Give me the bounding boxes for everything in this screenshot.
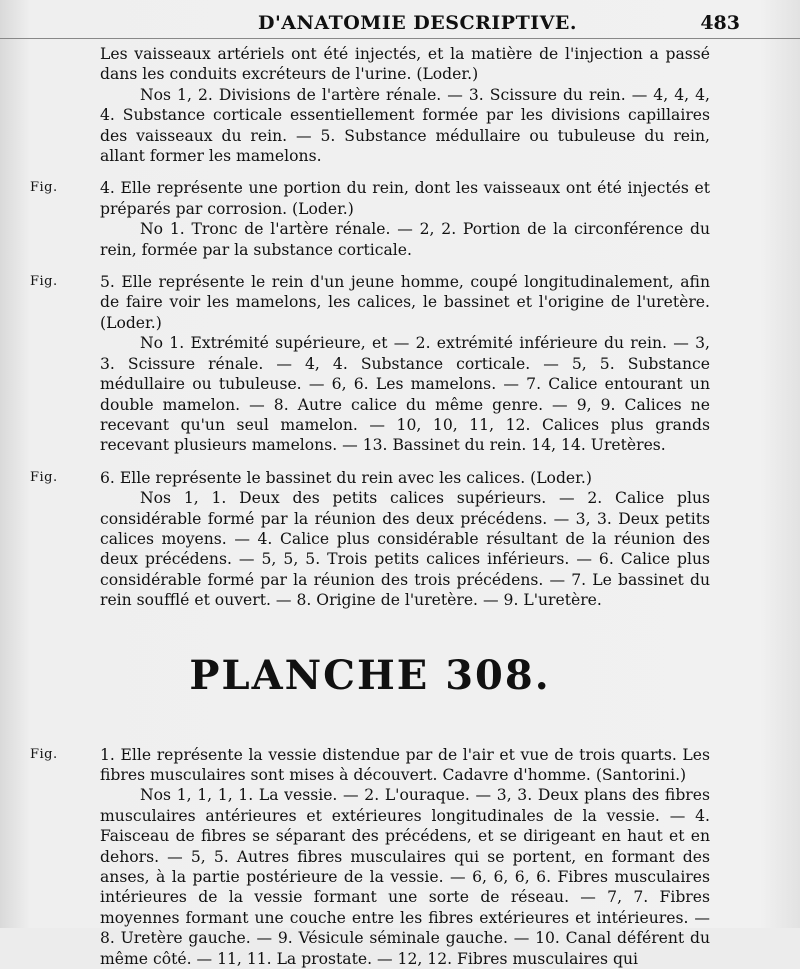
figure-legend: Nos 1, 1. Deux des petits calices supérieurs. — 2. Calice plus considérable formé par la réunion des deux précédens. — 3, 3. Deux petits calices moyens. — 4. Calice plus considérable résultant de la réunion des deux précédens. — 5, 5, 5. Trois petits calices inférieurs. — 6. Calice plus considérable formé par la réunion des trois précédens. — 7. Le bassinet du rein soufflé et ouvert. — 8. Origine de l'uretère. — 9. L'uretère. [100,489,710,610]
spacer [30,260,710,272]
continued-figure [30,44,710,166]
running-title: D'ANATOMIE DESCRIPTIVE. [258,12,577,34]
running-header [0,10,800,39]
figure-legend: No 1. Tronc de l'artère rénale. — 2, 2. Portion de la circonférence du rein, formée par la substance corticale. [100,220,710,259]
spacer [30,166,710,178]
figure-6 [30,468,710,611]
figure-description: 1. Elle représente la vessie distendue par de l'air et vue de trois quarts. Les fibres musculaires sont mises à découvert. Cadavre d'homme. (Santorini.) [100,745,710,784]
figure-5 [30,272,710,456]
figure-description: 5. Elle représente le rein d'un jeune homme, coupé longitudinalement, afin de faire voir les mamelons, les calices, le bassinet et l'origine de l'uretère. (Loder.) [100,273,710,332]
figure-label: Fig. [30,746,58,762]
page-number: 483 [700,12,740,34]
figure-legend: Nos 1, 2. Divisions de l'artère rénale. — 3. Scissure du rein. — 4, 4, 4, 4. Substance corticale essentiellement formée par les divisions capillaires des vaisseaux du rein. — 5. Substance médullaire ou tubuleuse du rein, allant former les mamelons. [100,85,710,166]
plate-heading: PLANCHE 308. [189,651,551,699]
figure-label: Fig. [30,469,58,485]
figure-4 [30,178,710,260]
plate-figure-1 [30,745,710,969]
figure-description: Les vaisseaux artériels ont été injectés, et la matière de l'injection a passé dans les conduits excréteurs de l'urine. (Loder.) [100,45,710,84]
figure-legend: No 1. Extrémité supérieure, et — 2. extrémité inférieure du rein. — 3, 3. Scissure rénale. — 4, 4. Substance corticale. — 5, 5. Substance médullaire ou tubuleuse. — 6, 6. Les mamelons. — 7. Calice entourant un double mamelon. — 8. Autre calice du même genre. — 9, 9. Calices ne recevant qu'un seul mamelon. — 10, 10, 11, 12. Calices plus grands recevant plusieurs mamelons. — 13. Bassinet du rein. 14, 14. Uretères. [100,334,710,455]
figure-description: 6. Elle représente le bassinet du rein avec les calices. (Loder.) [100,468,592,487]
figure-label: Fig. [30,274,58,290]
figure-label: Fig. [30,180,58,196]
figure-legend: Nos 1, 1, 1, 1. La vessie. — 2. L'ouraque. — 3, 3. Deux plans des fibres musculaires antérieures et extérieures longitudinales de la vessie. — 4. Faisceau de fibres se séparant des précédens, et se dirigeant en haut et en dehors. — 5, 5. Autres fibres musculaires qui se portent, en formant des anses, à la partie postérieure de la vessie. — 6, 6, 6, 6. Fibres musculaires intérieures de la vessie formant une sorte de réseau. — 7, 7. Fibres moyennes formant une couche entre les fibres extérieures et intérieures. — 8. Uretère gauche. — 9. Vésicule séminale gauche. — 10. Canal déférent du même côté. — 11, 11. La prostate. — 12, 12. Fibres musculaires qui [100,786,710,968]
spacer [30,456,710,468]
body-text [30,44,710,969]
figure-description: 4. Elle représente une portion du rein, dont les vaisseaux ont été injectés et préparés par corrosion. (Loder.) [100,179,710,218]
